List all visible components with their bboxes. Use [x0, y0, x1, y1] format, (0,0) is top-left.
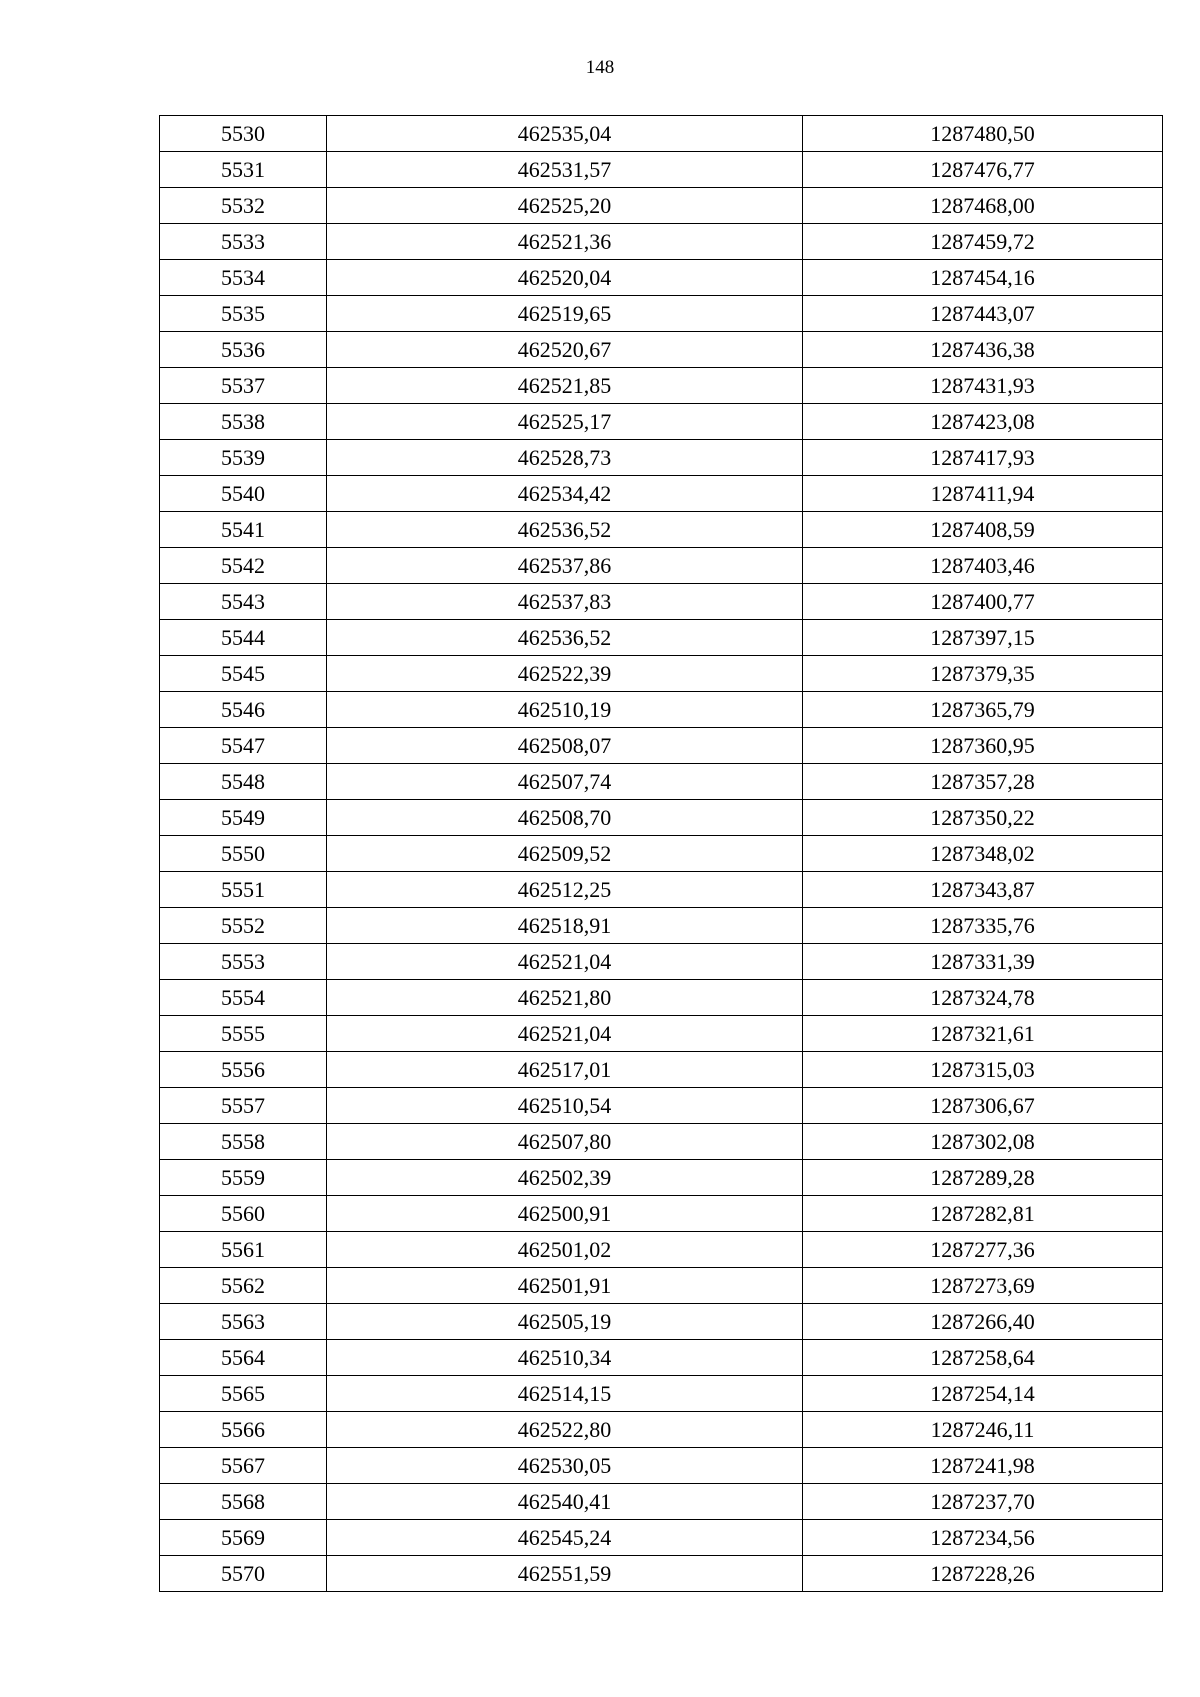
point-number-cell: 5565	[160, 1376, 327, 1412]
point-number-cell: 5563	[160, 1304, 327, 1340]
table-row	[160, 908, 1163, 944]
point-number-cell: 5551	[160, 872, 327, 908]
point-number-cell: 5535	[160, 296, 327, 332]
y-coordinate-cell: 1287480,50	[803, 116, 1163, 152]
x-coordinate-cell: 462545,24	[327, 1520, 803, 1556]
y-coordinate-cell: 1287321,61	[803, 1016, 1163, 1052]
coordinates-table-body	[160, 116, 1163, 1592]
table-row	[160, 1376, 1163, 1412]
y-coordinate-cell: 1287228,26	[803, 1556, 1163, 1592]
point-number-cell: 5538	[160, 404, 327, 440]
point-number-cell: 5552	[160, 908, 327, 944]
x-coordinate-cell: 462507,74	[327, 764, 803, 800]
x-coordinate-cell: 462518,91	[327, 908, 803, 944]
point-number-cell: 5531	[160, 152, 327, 188]
table-row	[160, 728, 1163, 764]
x-coordinate-cell: 462509,52	[327, 836, 803, 872]
point-number-cell: 5560	[160, 1196, 327, 1232]
table-row	[160, 404, 1163, 440]
point-number-cell: 5537	[160, 368, 327, 404]
x-coordinate-cell: 462510,54	[327, 1088, 803, 1124]
x-coordinate-cell: 462537,83	[327, 584, 803, 620]
x-coordinate-cell: 462521,04	[327, 944, 803, 980]
x-coordinate-cell: 462540,41	[327, 1484, 803, 1520]
x-coordinate-cell: 462520,67	[327, 332, 803, 368]
point-number-cell: 5566	[160, 1412, 327, 1448]
point-number-cell: 5532	[160, 188, 327, 224]
table-row	[160, 1088, 1163, 1124]
table-row	[160, 440, 1163, 476]
x-coordinate-cell: 462521,36	[327, 224, 803, 260]
x-coordinate-cell: 462505,19	[327, 1304, 803, 1340]
table-row	[160, 1052, 1163, 1088]
table-row	[160, 872, 1163, 908]
y-coordinate-cell: 1287234,56	[803, 1520, 1163, 1556]
point-number-cell: 5557	[160, 1088, 327, 1124]
x-coordinate-cell: 462514,15	[327, 1376, 803, 1412]
x-coordinate-cell: 462522,39	[327, 656, 803, 692]
point-number-cell: 5569	[160, 1520, 327, 1556]
y-coordinate-cell: 1287411,94	[803, 476, 1163, 512]
point-number-cell: 5547	[160, 728, 327, 764]
page-number: 148	[585, 57, 615, 78]
point-number-cell: 5564	[160, 1340, 327, 1376]
x-coordinate-cell: 462508,70	[327, 800, 803, 836]
y-coordinate-cell: 1287408,59	[803, 512, 1163, 548]
table-row	[160, 1160, 1163, 1196]
y-coordinate-cell: 1287258,64	[803, 1340, 1163, 1376]
point-number-cell: 5567	[160, 1448, 327, 1484]
table-row	[160, 260, 1163, 296]
y-coordinate-cell: 1287423,08	[803, 404, 1163, 440]
y-coordinate-cell: 1287400,77	[803, 584, 1163, 620]
point-number-cell: 5541	[160, 512, 327, 548]
table-row	[160, 1340, 1163, 1376]
x-coordinate-cell: 462534,42	[327, 476, 803, 512]
table-row	[160, 332, 1163, 368]
y-coordinate-cell: 1287379,35	[803, 656, 1163, 692]
y-coordinate-cell: 1287468,00	[803, 188, 1163, 224]
table-row	[160, 476, 1163, 512]
point-number-cell: 5539	[160, 440, 327, 476]
table-row	[160, 656, 1163, 692]
x-coordinate-cell: 462502,39	[327, 1160, 803, 1196]
x-coordinate-cell: 462501,91	[327, 1268, 803, 1304]
y-coordinate-cell: 1287397,15	[803, 620, 1163, 656]
point-number-cell: 5544	[160, 620, 327, 656]
y-coordinate-cell: 1287403,46	[803, 548, 1163, 584]
point-number-cell: 5543	[160, 584, 327, 620]
x-coordinate-cell: 462531,57	[327, 152, 803, 188]
point-number-cell: 5546	[160, 692, 327, 728]
table-row	[160, 1268, 1163, 1304]
y-coordinate-cell: 1287246,11	[803, 1412, 1163, 1448]
table-row	[160, 296, 1163, 332]
y-coordinate-cell: 1287360,95	[803, 728, 1163, 764]
table-row	[160, 1304, 1163, 1340]
table-row	[160, 1556, 1163, 1592]
point-number-cell: 5549	[160, 800, 327, 836]
x-coordinate-cell: 462536,52	[327, 512, 803, 548]
y-coordinate-cell: 1287289,28	[803, 1160, 1163, 1196]
x-coordinate-cell: 462528,73	[327, 440, 803, 476]
y-coordinate-cell: 1287350,22	[803, 800, 1163, 836]
x-coordinate-cell: 462525,20	[327, 188, 803, 224]
point-number-cell: 5534	[160, 260, 327, 296]
y-coordinate-cell: 1287443,07	[803, 296, 1163, 332]
x-coordinate-cell: 462522,80	[327, 1412, 803, 1448]
x-coordinate-cell: 462507,80	[327, 1124, 803, 1160]
y-coordinate-cell: 1287365,79	[803, 692, 1163, 728]
x-coordinate-cell: 462521,85	[327, 368, 803, 404]
y-coordinate-cell: 1287454,16	[803, 260, 1163, 296]
table-row	[160, 1124, 1163, 1160]
x-coordinate-cell: 462520,04	[327, 260, 803, 296]
table-row	[160, 764, 1163, 800]
y-coordinate-cell: 1287306,67	[803, 1088, 1163, 1124]
x-coordinate-cell: 462510,19	[327, 692, 803, 728]
point-number-cell: 5530	[160, 116, 327, 152]
y-coordinate-cell: 1287357,28	[803, 764, 1163, 800]
point-number-cell: 5548	[160, 764, 327, 800]
coordinates-table	[159, 115, 1163, 1592]
y-coordinate-cell: 1287241,98	[803, 1448, 1163, 1484]
table-row	[160, 368, 1163, 404]
x-coordinate-cell: 462521,80	[327, 980, 803, 1016]
table-row	[160, 692, 1163, 728]
x-coordinate-cell: 462525,17	[327, 404, 803, 440]
x-coordinate-cell: 462508,07	[327, 728, 803, 764]
table-row	[160, 1196, 1163, 1232]
table-row	[160, 548, 1163, 584]
x-coordinate-cell: 462530,05	[327, 1448, 803, 1484]
point-number-cell: 5536	[160, 332, 327, 368]
x-coordinate-cell: 462537,86	[327, 548, 803, 584]
y-coordinate-cell: 1287266,40	[803, 1304, 1163, 1340]
x-coordinate-cell: 462519,65	[327, 296, 803, 332]
table-row	[160, 512, 1163, 548]
y-coordinate-cell: 1287273,69	[803, 1268, 1163, 1304]
table-row	[160, 188, 1163, 224]
y-coordinate-cell: 1287315,03	[803, 1052, 1163, 1088]
point-number-cell: 5568	[160, 1484, 327, 1520]
y-coordinate-cell: 1287302,08	[803, 1124, 1163, 1160]
table-row	[160, 1016, 1163, 1052]
table-row	[160, 836, 1163, 872]
point-number-cell: 5555	[160, 1016, 327, 1052]
point-number-cell: 5550	[160, 836, 327, 872]
point-number-cell: 5553	[160, 944, 327, 980]
table-row	[160, 1520, 1163, 1556]
x-coordinate-cell: 462535,04	[327, 116, 803, 152]
y-coordinate-cell: 1287335,76	[803, 908, 1163, 944]
table-row	[160, 152, 1163, 188]
table-row	[160, 944, 1163, 980]
point-number-cell: 5561	[160, 1232, 327, 1268]
y-coordinate-cell: 1287237,70	[803, 1484, 1163, 1520]
point-number-cell: 5540	[160, 476, 327, 512]
point-number-cell: 5533	[160, 224, 327, 260]
y-coordinate-cell: 1287417,93	[803, 440, 1163, 476]
table-row	[160, 224, 1163, 260]
y-coordinate-cell: 1287331,39	[803, 944, 1163, 980]
point-number-cell: 5559	[160, 1160, 327, 1196]
point-number-cell: 5570	[160, 1556, 327, 1592]
table-row	[160, 116, 1163, 152]
y-coordinate-cell: 1287277,36	[803, 1232, 1163, 1268]
y-coordinate-cell: 1287476,77	[803, 152, 1163, 188]
y-coordinate-cell: 1287431,93	[803, 368, 1163, 404]
table-row	[160, 1484, 1163, 1520]
x-coordinate-cell: 462551,59	[327, 1556, 803, 1592]
y-coordinate-cell: 1287348,02	[803, 836, 1163, 872]
x-coordinate-cell: 462521,04	[327, 1016, 803, 1052]
point-number-cell: 5545	[160, 656, 327, 692]
y-coordinate-cell: 1287459,72	[803, 224, 1163, 260]
table-row	[160, 584, 1163, 620]
table-row	[160, 1232, 1163, 1268]
table-row	[160, 980, 1163, 1016]
table-row	[160, 1412, 1163, 1448]
table-row	[160, 800, 1163, 836]
point-number-cell: 5562	[160, 1268, 327, 1304]
y-coordinate-cell: 1287436,38	[803, 332, 1163, 368]
table-row	[160, 1448, 1163, 1484]
point-number-cell: 5558	[160, 1124, 327, 1160]
x-coordinate-cell: 462517,01	[327, 1052, 803, 1088]
x-coordinate-cell: 462512,25	[327, 872, 803, 908]
x-coordinate-cell: 462510,34	[327, 1340, 803, 1376]
y-coordinate-cell: 1287282,81	[803, 1196, 1163, 1232]
x-coordinate-cell: 462536,52	[327, 620, 803, 656]
x-coordinate-cell: 462500,91	[327, 1196, 803, 1232]
x-coordinate-cell: 462501,02	[327, 1232, 803, 1268]
y-coordinate-cell: 1287254,14	[803, 1376, 1163, 1412]
y-coordinate-cell: 1287343,87	[803, 872, 1163, 908]
table-row	[160, 620, 1163, 656]
point-number-cell: 5556	[160, 1052, 327, 1088]
point-number-cell: 5542	[160, 548, 327, 584]
point-number-cell: 5554	[160, 980, 327, 1016]
y-coordinate-cell: 1287324,78	[803, 980, 1163, 1016]
